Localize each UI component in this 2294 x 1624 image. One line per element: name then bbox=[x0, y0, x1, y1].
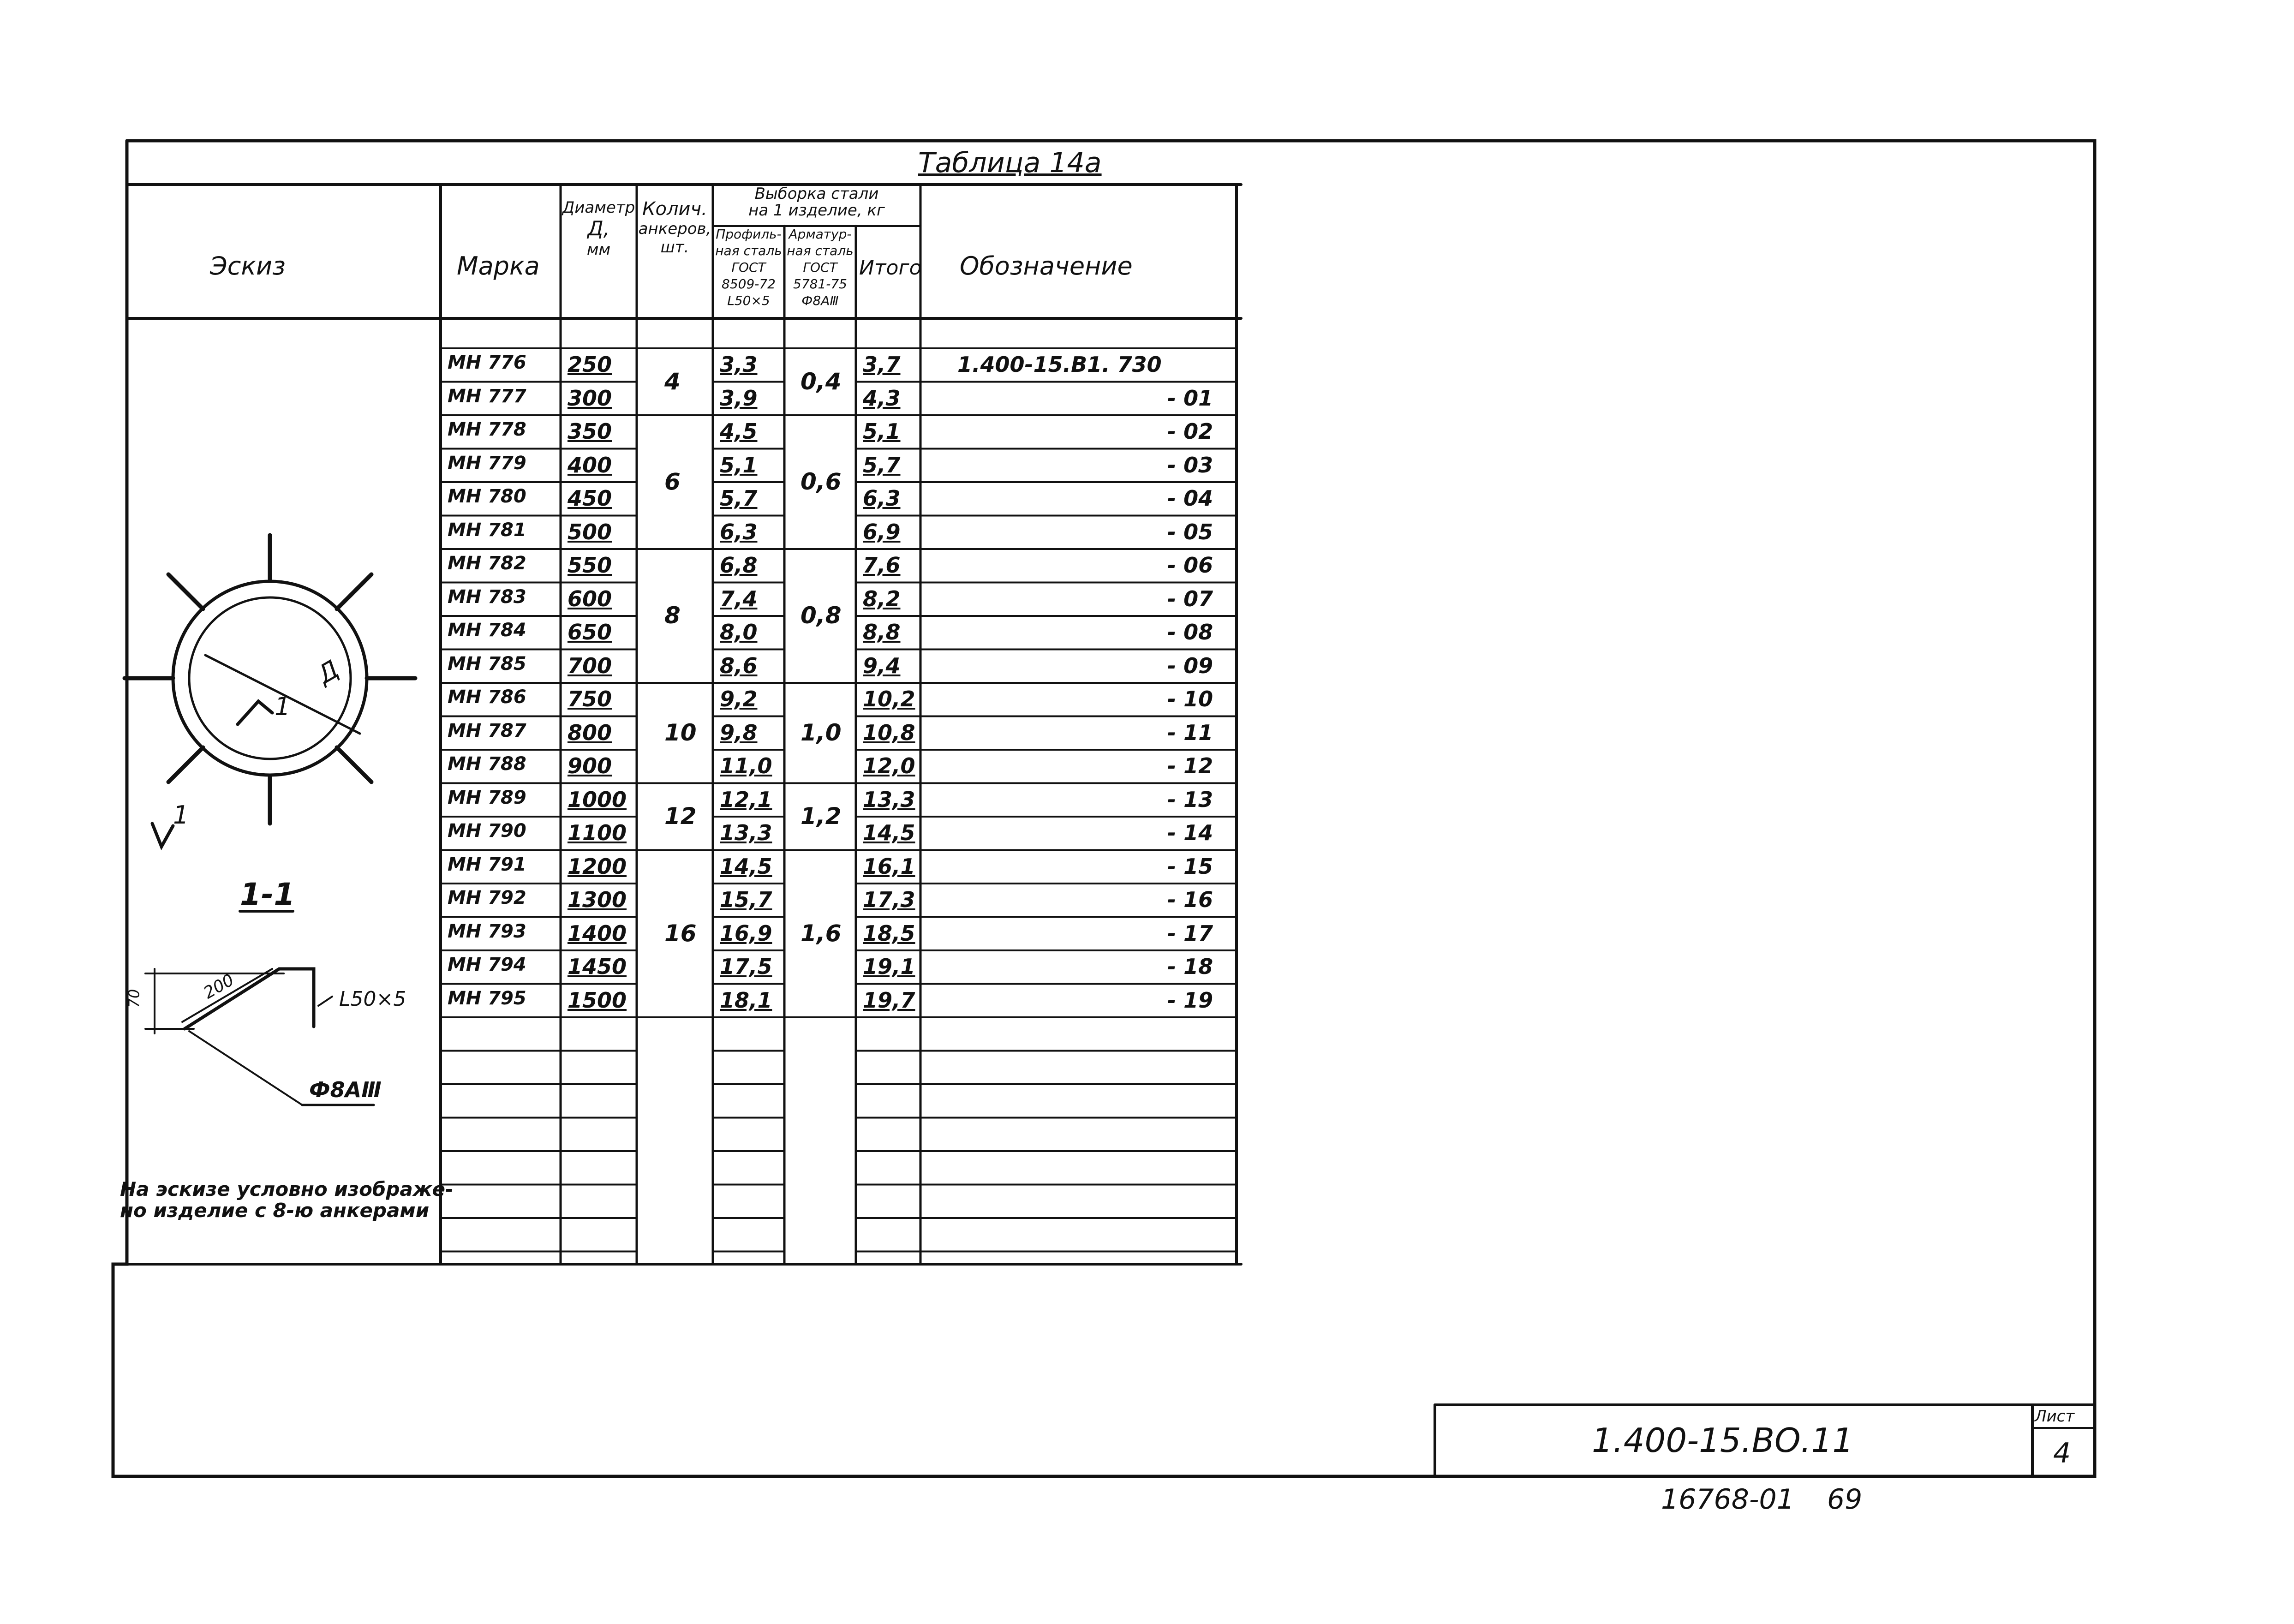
rebar-mass-cell: 1,6 bbox=[801, 919, 842, 947]
profile-cell: 3,9 bbox=[720, 385, 758, 411]
sketch-note: На эскизе условно изображе- но изделие с 8-ю анкерами bbox=[120, 1178, 454, 1222]
total-cell: 8,2 bbox=[863, 586, 901, 611]
total-cell: 18,5 bbox=[863, 920, 915, 946]
total-cell: 10,2 bbox=[863, 687, 915, 711]
designation-cell: - 13 bbox=[1167, 787, 1213, 812]
rebar-label: Ф8АⅢ bbox=[309, 1077, 382, 1102]
designation-cell: - 02 bbox=[1167, 419, 1213, 444]
diameter-cell: 400 bbox=[568, 452, 612, 478]
archive-number: 16768-01 bbox=[1661, 1483, 1794, 1516]
designation-cell: - 16 bbox=[1167, 887, 1213, 912]
rebar-mass-cell: 1,0 bbox=[801, 719, 842, 746]
anchor-count-cell: 12 bbox=[664, 803, 697, 830]
designation-cell: - 11 bbox=[1167, 720, 1213, 745]
header-diameter: Диаметр Д, мм bbox=[562, 198, 635, 259]
table-title: Таблица 14а bbox=[918, 147, 1102, 179]
header-mark: Марка bbox=[457, 251, 540, 281]
profile-cell: 16,9 bbox=[720, 920, 772, 946]
mark-cell: МН 793 bbox=[448, 920, 526, 942]
mark-cell: МН 783 bbox=[448, 586, 526, 608]
anchor-count-cell: 4 bbox=[664, 368, 681, 395]
mark-cell: МН 788 bbox=[448, 753, 526, 775]
total-cell: 6,3 bbox=[863, 486, 901, 511]
rebar-mass-cell: 0,6 bbox=[801, 468, 842, 495]
rebar-mass-cell: 1,2 bbox=[801, 803, 842, 830]
mark-cell: МН 781 bbox=[448, 519, 526, 541]
profile-cell: 8,0 bbox=[720, 620, 758, 645]
angle-label: L50×5 bbox=[339, 987, 406, 1011]
mark-cell: МН 780 bbox=[448, 486, 526, 507]
mark-cell: МН 784 bbox=[448, 620, 526, 641]
diameter-cell: 650 bbox=[568, 620, 612, 645]
diameter-cell: 1000 bbox=[568, 787, 627, 812]
designation-cell: - 10 bbox=[1167, 687, 1213, 711]
total-cell: 9,4 bbox=[863, 653, 901, 678]
anchor-count-cell: 16 bbox=[664, 919, 697, 947]
total-cell: 10,8 bbox=[863, 720, 915, 745]
diameter-cell: 1450 bbox=[568, 954, 627, 979]
rebar-mass-cell: 0,4 bbox=[801, 368, 842, 395]
profile-cell: 13,3 bbox=[720, 820, 772, 845]
section-title: 1-1 bbox=[240, 877, 295, 912]
profile-cell: 12,1 bbox=[720, 787, 772, 812]
total-cell: 5,1 bbox=[863, 419, 901, 444]
header-total: Итого bbox=[859, 256, 922, 280]
mark-cell: МН 792 bbox=[448, 887, 526, 908]
diameter-cell: 350 bbox=[568, 419, 612, 444]
profile-cell: 15,7 bbox=[720, 887, 772, 912]
diameter-cell: 600 bbox=[568, 586, 612, 611]
mark-cell: МН 795 bbox=[448, 987, 526, 1009]
designation-cell: - 06 bbox=[1167, 553, 1213, 578]
diameter-cell: 250 bbox=[568, 352, 612, 377]
total-cell: 8,8 bbox=[863, 620, 901, 645]
total-cell: 12,0 bbox=[863, 753, 915, 778]
rebar-mass-cell: 0,8 bbox=[801, 602, 842, 629]
designation-cell: 1.400-15.В1. 730 bbox=[957, 352, 1162, 377]
diameter-cell: 700 bbox=[568, 653, 612, 678]
dim-d-label: Д bbox=[312, 654, 344, 690]
mark-cell: МН 776 bbox=[448, 352, 526, 373]
sheet-label: Лист bbox=[2035, 1407, 2075, 1426]
doc-code: 1.400-15.ВО.11 bbox=[1592, 1421, 1854, 1460]
designation-cell: - 08 bbox=[1167, 620, 1213, 645]
section-mark-label-2: 1 bbox=[173, 800, 189, 830]
designation-cell: - 05 bbox=[1167, 519, 1213, 544]
diameter-cell: 300 bbox=[568, 385, 612, 411]
profile-cell: 6,3 bbox=[720, 519, 758, 544]
total-cell: 19,1 bbox=[863, 954, 915, 979]
total-cell: 7,6 bbox=[863, 553, 901, 578]
header-rebar: Арматур- ная сталь ГОСТ 5781-75 Ф8АⅢ bbox=[787, 227, 854, 308]
mark-cell: МН 794 bbox=[448, 954, 526, 975]
diameter-cell: 450 bbox=[568, 486, 612, 511]
diameter-cell: 750 bbox=[568, 687, 612, 711]
profile-cell: 11,0 bbox=[720, 753, 772, 778]
diameter-cell: 550 bbox=[568, 553, 612, 578]
designation-cell: - 17 bbox=[1167, 920, 1213, 946]
designation-cell: - 19 bbox=[1167, 987, 1213, 1013]
header-steel: Выборка стали на 1 изделие, кг bbox=[748, 185, 885, 220]
mark-cell: МН 779 bbox=[448, 452, 526, 474]
total-cell: 4,3 bbox=[863, 385, 901, 411]
designation-cell: - 15 bbox=[1167, 854, 1213, 879]
total-cell: 13,3 bbox=[863, 787, 915, 812]
mark-cell: МН 786 bbox=[448, 687, 526, 708]
header-profile: Профиль- ная сталь ГОСТ 8509-72 L50×5 bbox=[715, 227, 782, 308]
anchor-count-cell: 8 bbox=[664, 602, 681, 629]
profile-cell: 5,7 bbox=[720, 486, 758, 511]
total-cell: 17,3 bbox=[863, 887, 915, 912]
diameter-cell: 1300 bbox=[568, 887, 627, 912]
diameter-cell: 900 bbox=[568, 753, 612, 778]
designation-cell: - 01 bbox=[1167, 385, 1213, 411]
total-cell: 19,7 bbox=[863, 987, 915, 1013]
header-designation: Обозначение bbox=[960, 251, 1133, 281]
mark-cell: МН 787 bbox=[448, 720, 526, 741]
anchor-count-cell: 10 bbox=[664, 719, 697, 746]
total-cell: 6,9 bbox=[863, 519, 901, 544]
mark-cell: МН 778 bbox=[448, 419, 526, 440]
profile-cell: 8,6 bbox=[720, 653, 758, 678]
profile-cell: 6,8 bbox=[720, 553, 758, 578]
total-cell: 5,7 bbox=[863, 452, 901, 478]
profile-cell: 7,4 bbox=[720, 586, 758, 611]
total-cell: 16,1 bbox=[863, 854, 915, 879]
total-cell: 14,5 bbox=[863, 820, 915, 845]
designation-cell: - 12 bbox=[1167, 753, 1213, 778]
designation-cell: - 14 bbox=[1167, 820, 1213, 845]
profile-cell: 4,5 bbox=[720, 419, 758, 444]
mark-cell: МН 782 bbox=[448, 553, 526, 574]
mark-cell: МН 791 bbox=[448, 854, 526, 875]
total-cell: 3,7 bbox=[863, 352, 901, 377]
diameter-cell: 1500 bbox=[568, 987, 627, 1013]
mark-cell: МН 777 bbox=[448, 385, 526, 407]
diameter-cell: 800 bbox=[568, 720, 612, 745]
dim-200-label: 200 bbox=[200, 970, 238, 1003]
designation-cell: - 07 bbox=[1167, 586, 1213, 611]
diameter-cell: 1100 bbox=[568, 820, 627, 845]
header-count: Колич. анкеров, шт. bbox=[638, 198, 711, 257]
designation-cell: - 18 bbox=[1167, 954, 1213, 979]
designation-cell: - 03 bbox=[1167, 452, 1213, 478]
designation-cell: - 04 bbox=[1167, 486, 1213, 511]
diameter-cell: 1200 bbox=[568, 854, 627, 879]
profile-cell: 18,1 bbox=[720, 987, 772, 1013]
archive-page: 69 bbox=[1827, 1483, 1863, 1516]
diameter-cell: 500 bbox=[568, 519, 612, 544]
profile-cell: 5,1 bbox=[720, 452, 758, 478]
dim-70-label: 70 bbox=[125, 989, 143, 1008]
profile-cell: 14,5 bbox=[720, 854, 772, 879]
sheet-number: 4 bbox=[2053, 1437, 2071, 1469]
profile-cell: 9,8 bbox=[720, 720, 758, 745]
diameter-cell: 1400 bbox=[568, 920, 627, 946]
profile-cell: 9,2 bbox=[720, 687, 758, 711]
section-mark-label: 1 bbox=[275, 692, 291, 721]
mark-cell: МН 789 bbox=[448, 787, 526, 808]
header-sketch: Эскиз bbox=[210, 251, 286, 281]
designation-cell: - 09 bbox=[1167, 653, 1213, 678]
mark-cell: МН 785 bbox=[448, 653, 526, 675]
anchor-count-cell: 6 bbox=[664, 468, 681, 495]
profile-cell: 3,3 bbox=[720, 352, 758, 377]
profile-cell: 17,5 bbox=[720, 954, 772, 979]
mark-cell: МН 790 bbox=[448, 820, 526, 842]
